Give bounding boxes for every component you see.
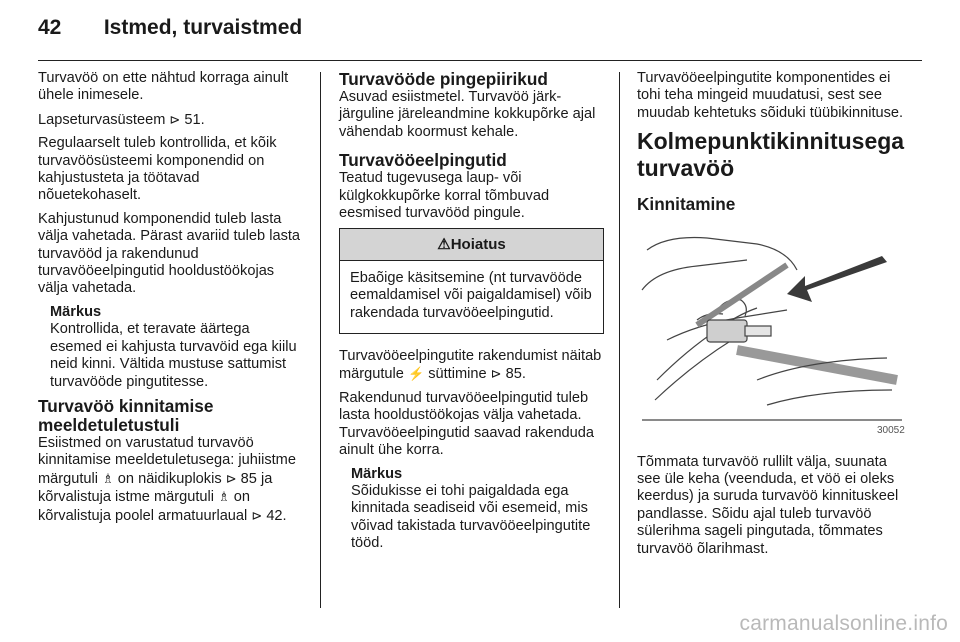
paragraph-reminder: Esiistmed on varustatud turvavöö kinnitamise meeldetuletusega: juhiistme märgutuli ♗ on näidikuplokis ⊳ 85 ja kõrvalistuja istme märgutuli ♗ on kõrvalistuja poolel armatuurlaual ⊳ 42. [38,434,296,524]
section-heading-large: Kolmepunktikinnitusega turvavöö [637,128,905,182]
figure-code: 30052 [877,424,905,436]
section-heading: Turvavööde pingepiirikud [339,69,548,89]
column-3 [637,70,907,564]
belt-shoulder [697,265,787,325]
page-header [38,16,302,40]
seat-outline [647,237,797,270]
page-ref-link[interactable]: 51. [184,111,205,128]
reference-arrow-icon: ⊳ [490,366,502,382]
page-ref-link[interactable]: 85 ja kõrvalistuja istme märgutuli [38,470,273,506]
warning-title: Hoiatus [450,236,506,254]
paragraph: Rakendunud turvavööeelpingutid tuleb lasta hooldustöökojas välja vahetada. Turvavööeelpingutid saavad rakenduda ainult ühe korra. [339,389,595,459]
tongue [745,326,771,336]
page-title: Istmed, turvaistmed [103,16,303,39]
reference-arrow-icon: ⊳ [169,111,181,127]
belt-lap [737,350,897,380]
paragraph-child-seat-ref: Lapseturvasüsteem ⊳ 51. [38,111,205,128]
section-heading: Turvavööeelpingutid [339,150,507,171]
paragraph: Turvavööeelpingutite komponentides ei tohi teha mingeid muudatusi, sest see muudab kehtetuks sõiduki tüübikinnituse. [637,70,904,121]
warning-icon: ⚠ [437,236,451,254]
note-text: Sõidukisse ei tohi paigaldada ega kinnitada seadiseid või esemeid, mis võivad takistada turvavööeelpingutite tööd. [351,482,591,552]
page-number: 42 [38,16,62,39]
pretensioner-icon: ⚡ [407,366,425,382]
paragraph: Teatud tugevusega laup- või külgkokkupõrke korral tõmbuvad eesmised turvavööd pingule. [339,170,550,222]
buckle [707,320,747,342]
warning-box [339,228,604,334]
column-divider-1 [320,72,321,608]
note-box [339,466,604,553]
seatbelt-passenger-icon: ♗ [218,489,230,505]
paragraph: Kahjustunud komponendid tuleb lasta välja vahetada. Pärast avariid tuleb lasta turvavööd ja rakendunud turvavööeelpingutid hooldustöökojas välja vahetada. [38,210,301,297]
header-divider [38,60,922,61]
paragraph: Tõmmata turvavöö rullilt välja, suunata see üle keha (veenduda, et vöö ei oleks keerdus) ja suruda turvavöö kinnituskeel pandlasse. Sõidu ajal tuleb turvavöö sülerihma sageli pingutada, tõmmates turvavöö õlarihmast. [637,453,899,557]
direction-arrow-icon [787,256,887,302]
paragraph: Asuvad esiistmetel. Turvavöö järk-järguline järeleandmine kokkupõrke ajal vähendab koormust kehale. [339,89,596,140]
seatbelt-buckle-drawing [637,230,907,440]
warning-header [340,229,603,260]
page-ref-link[interactable]: 42. [266,507,287,524]
paragraph-pretensioner-indicator: Turvavööeelpingutite rakendumist näitab märgutule ⚡ süttimine ⊳ 85. [339,348,602,383]
watermark: carmanualsonline.info [739,612,948,635]
reference-arrow-icon: ⊳ [225,470,237,486]
seatbelt-icon: ♗ [102,470,114,486]
note-title: Märkus [50,303,102,320]
note-title: Märkus [351,465,403,482]
seatbelt-illustration [637,230,907,440]
reference-arrow-icon: ⊳ [251,507,263,523]
warning-text: Ebaõige käsitsemine (nt turvavööde eemaldamisel või paigaldamisel) võib rakendada turvavööeelpingutid. [350,269,592,321]
section-heading: Turvavöö kinnitamise meeldetuletustuli [38,395,214,435]
note-text: Kontrollida, et teravate äärtega esemed ei kahjusta turvavöid ega kiilu neid kinni. Vältida mustuse sattumist turvavööde pingutitesse. [50,321,297,390]
subsection-heading: Kinnitamine [637,194,736,215]
column-2 [339,70,604,559]
paragraph: Regulaarselt tuleb kontrollida, et kõik turvavöösüsteemi komponendid on kahjustusteta ja töötavad nõuetekohaselt. [38,135,277,204]
column-1 [38,70,303,531]
note-box [38,304,303,391]
column-divider-2 [619,72,620,608]
page-ref-link[interactable]: 85. [505,366,526,383]
paragraph: Turvavöö on ette nähtud korraga ainult ühele inimesele. [38,70,289,104]
